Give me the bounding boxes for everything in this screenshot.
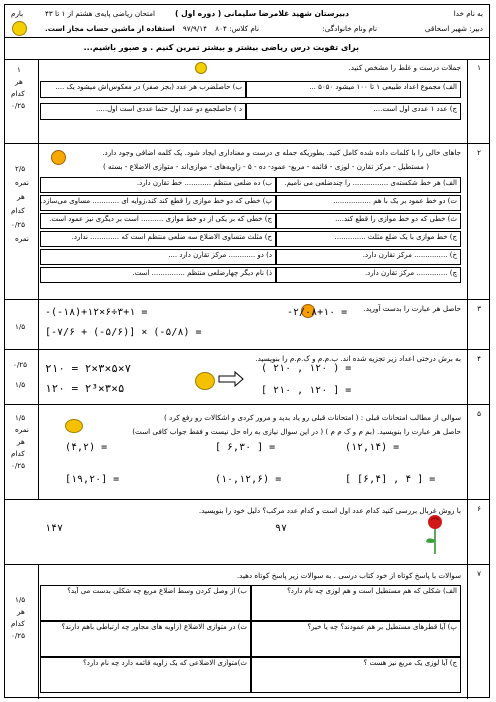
question-number: ۵ bbox=[477, 409, 481, 418]
calculator-note: استفاده از ماشین حساب مجاز است. bbox=[45, 24, 175, 33]
teacher-name: دبیر: شهیر اسحاقی bbox=[424, 24, 483, 33]
score-label: هر bbox=[17, 607, 25, 616]
arrow-icon bbox=[217, 370, 245, 388]
header-basmala: به نام خدا bbox=[453, 9, 483, 18]
gcd-answer: ( ۲۱۰ , ۱۲۰ ) = bbox=[261, 363, 352, 374]
smiley-icon bbox=[12, 21, 27, 36]
question-3 bbox=[5, 300, 489, 350]
word-bank: ( مستطیل - مرکز تقارن - لوزی - قائمه - مربع- عمود- ده - ۵ - زاویه‌های - موازی‌اند - متوازی الاضلاع - بسته ) bbox=[102, 162, 429, 171]
question-number: ۳ bbox=[477, 304, 481, 313]
score-label: کدام bbox=[11, 206, 25, 215]
score-label: هر bbox=[15, 77, 23, 86]
lcm-answer: [ ۲۱۰ , ۱۲۰ ] = bbox=[261, 385, 352, 396]
question-subtitle: حاصل هر عبارت را بنویسید. (بم م و ک م م ) ( در این سوال نیازی به راه حل نیست و فقط جواب کافی است) bbox=[132, 427, 461, 436]
factorization-2: ۱۲۰ = ۲³×۳×۵ bbox=[45, 382, 125, 395]
fill-blank: پ) خطی که دو خط موازی را قطع کند کند،زوایه ای ............ مساوی می‌سازد. bbox=[40, 195, 276, 211]
score: ۱/۵ bbox=[15, 595, 26, 604]
expression-3: [-۷/۶ + (-۵/۶)] × (-۵/۸) = bbox=[45, 327, 202, 338]
sunglasses-smiley-icon bbox=[195, 372, 215, 390]
question-title: سوالات با پاسخ کوتاه از خود کتاب درسی . به سوالات زیر پاسخ کوتاه دهید. bbox=[236, 571, 461, 580]
question-title: حاصل هر عبارت را بدست آورید. bbox=[363, 304, 461, 313]
question-title: سوالی از مطالب امتحانات قبلی : ( امتحانات قبلی رو یاد بدید و مرور کردی و اشکالات رو رفع کرد ) bbox=[164, 413, 461, 422]
factorization-1: ۲۱۰ = ۲×۳×۵×۷ bbox=[45, 362, 132, 375]
fill-blank: چ) .............. مرکز تقارن دارد. bbox=[276, 267, 461, 283]
short-answer: ت) در متوازی الاضلاع (زاویه های مجاور چه ارتباطی باهم دارند؟ bbox=[40, 621, 251, 657]
question-1 bbox=[5, 59, 489, 144]
smiley-icon bbox=[51, 150, 66, 165]
statement-c: ج) عدد ۱ عددی اول است.... bbox=[246, 103, 461, 120]
question-number: ۷ bbox=[477, 569, 481, 578]
fill-blank: ج) خط موازی با یک ضلع مثلث .............. bbox=[276, 231, 461, 247]
score-label: نمره bbox=[15, 425, 29, 434]
score-label: نمره bbox=[15, 178, 29, 187]
question-number: ۱ bbox=[477, 63, 481, 72]
score-label: کدام bbox=[11, 89, 25, 98]
lcm-item: [۱۹,۲۰] = bbox=[65, 474, 120, 485]
score: ۱/۵ bbox=[15, 413, 26, 422]
exam-header bbox=[5, 5, 489, 60]
fill-blank: د) دو ............ مرکز تقارن دارد .... bbox=[40, 249, 276, 265]
question-7 bbox=[5, 565, 489, 699]
fill-blank: ذ) نام دیگر چهارضلعی منتظم ............... است. bbox=[40, 267, 276, 283]
statement-a: الف) مجموع اعداد طبیعی ۱ تا ۱۰۰ میشود ۵۰۵۰ ... bbox=[246, 81, 461, 98]
score: ۱ bbox=[17, 65, 21, 74]
score: ۲/۵ bbox=[15, 164, 26, 173]
gcd-item: (۴,۲) = bbox=[65, 442, 108, 453]
score-label: هر bbox=[17, 192, 25, 201]
smiley-icon bbox=[195, 62, 207, 74]
statement-d: د ) حاصلجمع دو عدد اول حتما عددی است اول..... bbox=[40, 103, 246, 120]
slogan: برای تقویت درس ریاضی بیشتر و بیشتر تمرین کنیم . و صبور باشیم... bbox=[83, 43, 359, 52]
question-number: ۲ bbox=[477, 148, 481, 157]
score-each: ۰/۲۵ bbox=[11, 461, 26, 470]
gcd-item: (۱۲,۱۴) = bbox=[345, 442, 400, 453]
question-5 bbox=[5, 405, 489, 500]
question-title: با روش غربال بررسی کنید کدام عدد اول است و کدام عدد مرکب؟ دلیل خود را بنویسید. bbox=[198, 506, 461, 515]
fill-blank: ج) خطی که بر یکی از دو خط موازی .......... است بر دیگری نیز عمود است. bbox=[40, 213, 276, 229]
question-number: ۶ bbox=[477, 504, 481, 513]
score-each: ۰/۲۵ bbox=[11, 631, 26, 640]
fill-blank: ح) مثلث متساوی الاضلاع سه ضلعی منتظم است که ............. ندارد. bbox=[40, 231, 276, 247]
student-name-label: نام ونام خانوادگی: bbox=[322, 24, 377, 33]
fill-blank: ب) ده ضلعی منتظم ............ خط تقارن دارد. bbox=[40, 177, 276, 193]
expression-1: -(-۱۸)+۱۲×۶÷۳+۱ = bbox=[45, 307, 148, 318]
score: ۱/۵ bbox=[15, 322, 26, 331]
number-97: ۹۷ bbox=[275, 523, 288, 534]
score-label: کدام bbox=[11, 449, 25, 458]
short-answer: پ) آیا قطرهای مستطیل بر هم عمودند؟ چه یا خیر؟ bbox=[251, 621, 461, 657]
score-header: بارم bbox=[11, 9, 24, 18]
question-4 bbox=[5, 350, 489, 405]
question-2 bbox=[5, 144, 489, 300]
number-147: ۱۴۷ bbox=[45, 523, 64, 534]
score: ۱/۵ bbox=[15, 380, 26, 389]
question-title: جاهای خالی را با کلمات داده شده کامل کنید. بطوریکه جمله ی درست و معناداری ایجاد شود. یک کلمه اضافی وجود دارد. bbox=[102, 148, 461, 157]
statement-b: ب) حاصلضرب هر عدد (بجز صفر) در معکوس‌اش میشود یک .... bbox=[40, 81, 246, 98]
fill-blank: ت) دو خط عمود بر یک با هم ................. bbox=[276, 195, 461, 211]
score-label: کدام bbox=[11, 619, 25, 628]
question-number: ۴ bbox=[477, 354, 481, 363]
question-title: به برش درختی اعداد زیر تجزیه شده اند. ب.م.م و ک.م.م را بنویسید. bbox=[255, 354, 461, 363]
score-label: نمره bbox=[15, 234, 29, 243]
exam-title: امتحان ریاضی پایه‌ی هشتم از ۱ تا ۴۳ bbox=[45, 9, 155, 18]
score-label: هر bbox=[17, 437, 25, 446]
score-each: ۰/۲۵ bbox=[11, 101, 26, 110]
short-answer: الف) شکلی که هم مستطیل است و هم لوزی چه نام دارد؟ bbox=[251, 585, 461, 621]
score-each: ۰/۲۵ bbox=[13, 360, 28, 369]
class-label: نام کلاس: ۸۰۴ bbox=[215, 24, 259, 33]
question-title: جملات درست و غلط را مشخص کنید. bbox=[348, 63, 461, 72]
gcd-item: (۱۰,۱۲,۶) = bbox=[215, 474, 282, 485]
fill-blank: خ) ............... مرکز تقارن دارد. bbox=[276, 249, 461, 265]
laughing-smiley-icon bbox=[65, 419, 83, 433]
exam-date: ۹۷/۹/۱۴ bbox=[182, 24, 207, 33]
short-answer: ج) آیا لوزی یک مربع نیز هست ؟ bbox=[251, 657, 461, 693]
expression-2: -۲/۰۸+۱۰ = bbox=[287, 307, 348, 318]
short-answer: ب) از وصل کردن وسط اضلاع مربع چه شکلی بدست می آید؟ bbox=[40, 585, 251, 621]
exam-page bbox=[4, 4, 490, 698]
lcm-item: [ [۶,۴] , ۴ ] = bbox=[345, 474, 436, 485]
question-6 bbox=[5, 500, 489, 565]
fill-blank: الف) هر خط شکسته‌ی ................ را چندضلعی می نامیم. bbox=[276, 177, 461, 193]
fill-blank: ث) خطی که دو خط موازی را قطع کند.... bbox=[276, 213, 461, 229]
lcm-item: [ ۶,۳۰ ] = bbox=[215, 442, 276, 453]
rose-icon bbox=[423, 512, 447, 556]
school-name: دبیرستان شهید غلامرضا سلیمانی ( دوره اول ) bbox=[175, 9, 349, 18]
short-answer: ث)متوازی الاضلاعی که یک زاویه قائمه دارد چه نام دارد؟ bbox=[40, 657, 251, 693]
score-each: ۰/۲۵ bbox=[11, 220, 26, 229]
